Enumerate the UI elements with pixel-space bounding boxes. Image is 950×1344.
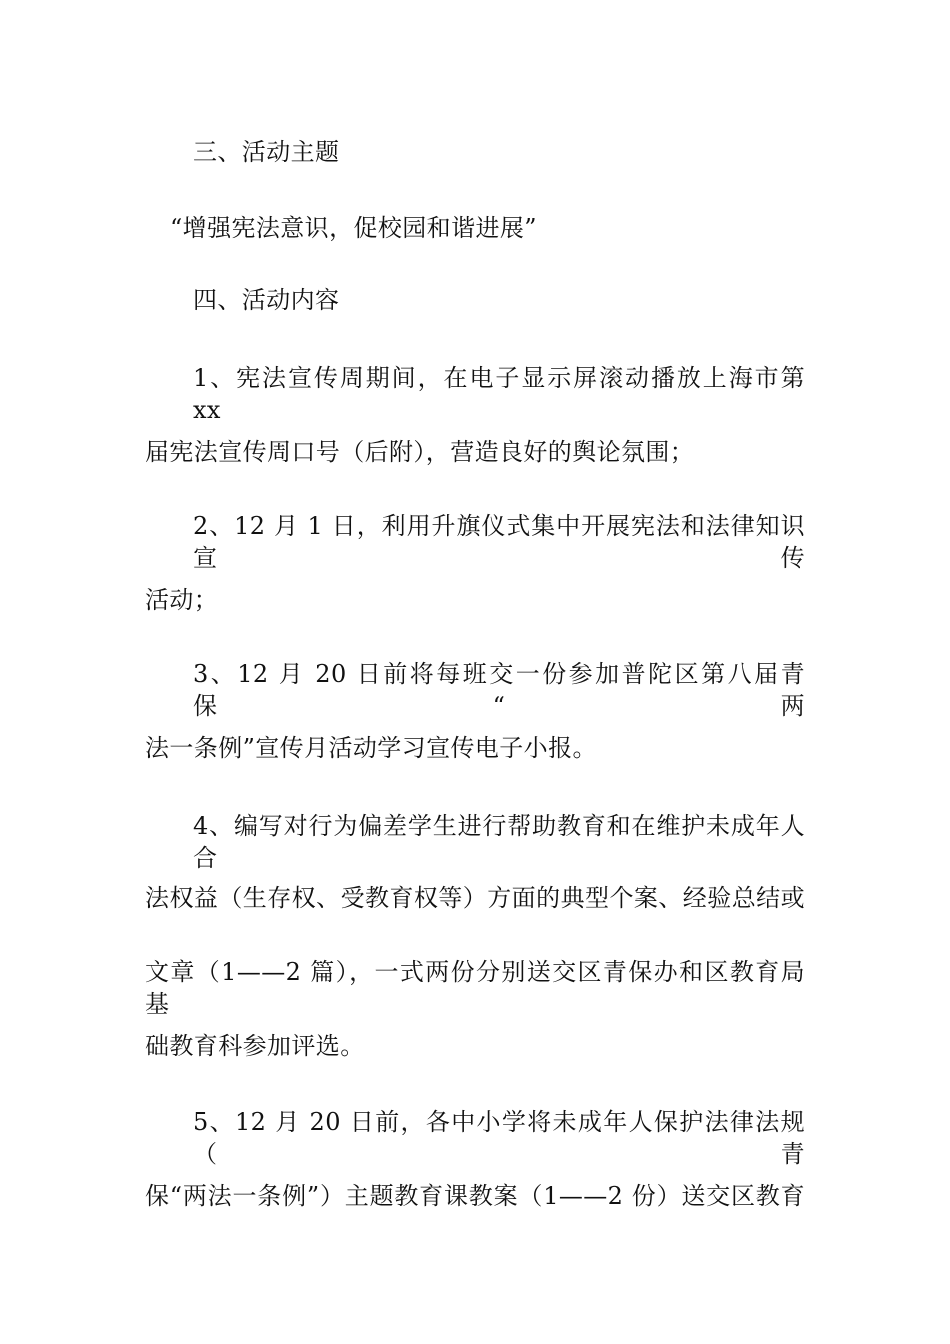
paragraph-line: 1、宪法宣传周期间，在电子显示屏滚动播放上海市第 xx — [193, 364, 805, 424]
paragraph-line: 文章（1——2 篇），一式两份分别送交区青保办和区教育局基 — [145, 958, 805, 1018]
paragraph-line: 届宪法宣传周口号（后附），营造良好的舆论氛围； — [145, 438, 695, 466]
paragraph-line: 4、编写对行为偏差学生进行帮助教育和在维护未成年人合 — [193, 812, 805, 872]
paragraph-line: 保“两法一条例”）主题教育课教案（1——2 份）送交区教育 — [145, 1182, 805, 1210]
paragraph-line: 法一条例”宣传月活动学习宣传电子小报。 — [145, 734, 597, 762]
paragraph-line: 3、12 月 20 日前将每班交一份参加普陀区第八届青保“两 — [193, 660, 805, 720]
paragraph-line: 法权益（生存权、受教育权等）方面的典型个案、经验总结或 — [145, 884, 805, 912]
section-heading-theme: 三、活动主题 — [193, 138, 340, 166]
paragraph-line: 5、12 月 20 日前，各中小学将未成年人保护法律法规（青 — [193, 1108, 805, 1168]
paragraph-line: 活动； — [145, 586, 219, 614]
section-heading-content: 四、活动内容 — [193, 286, 340, 314]
theme-slogan: “增强宪法意识，促校园和谐进展” — [170, 214, 537, 242]
paragraph-line: 础教育科参加评选。 — [145, 1032, 365, 1060]
paragraph-line: 2、12 月 1 日，利用升旗仪式集中开展宪法和法律知识宣传 — [193, 512, 805, 572]
